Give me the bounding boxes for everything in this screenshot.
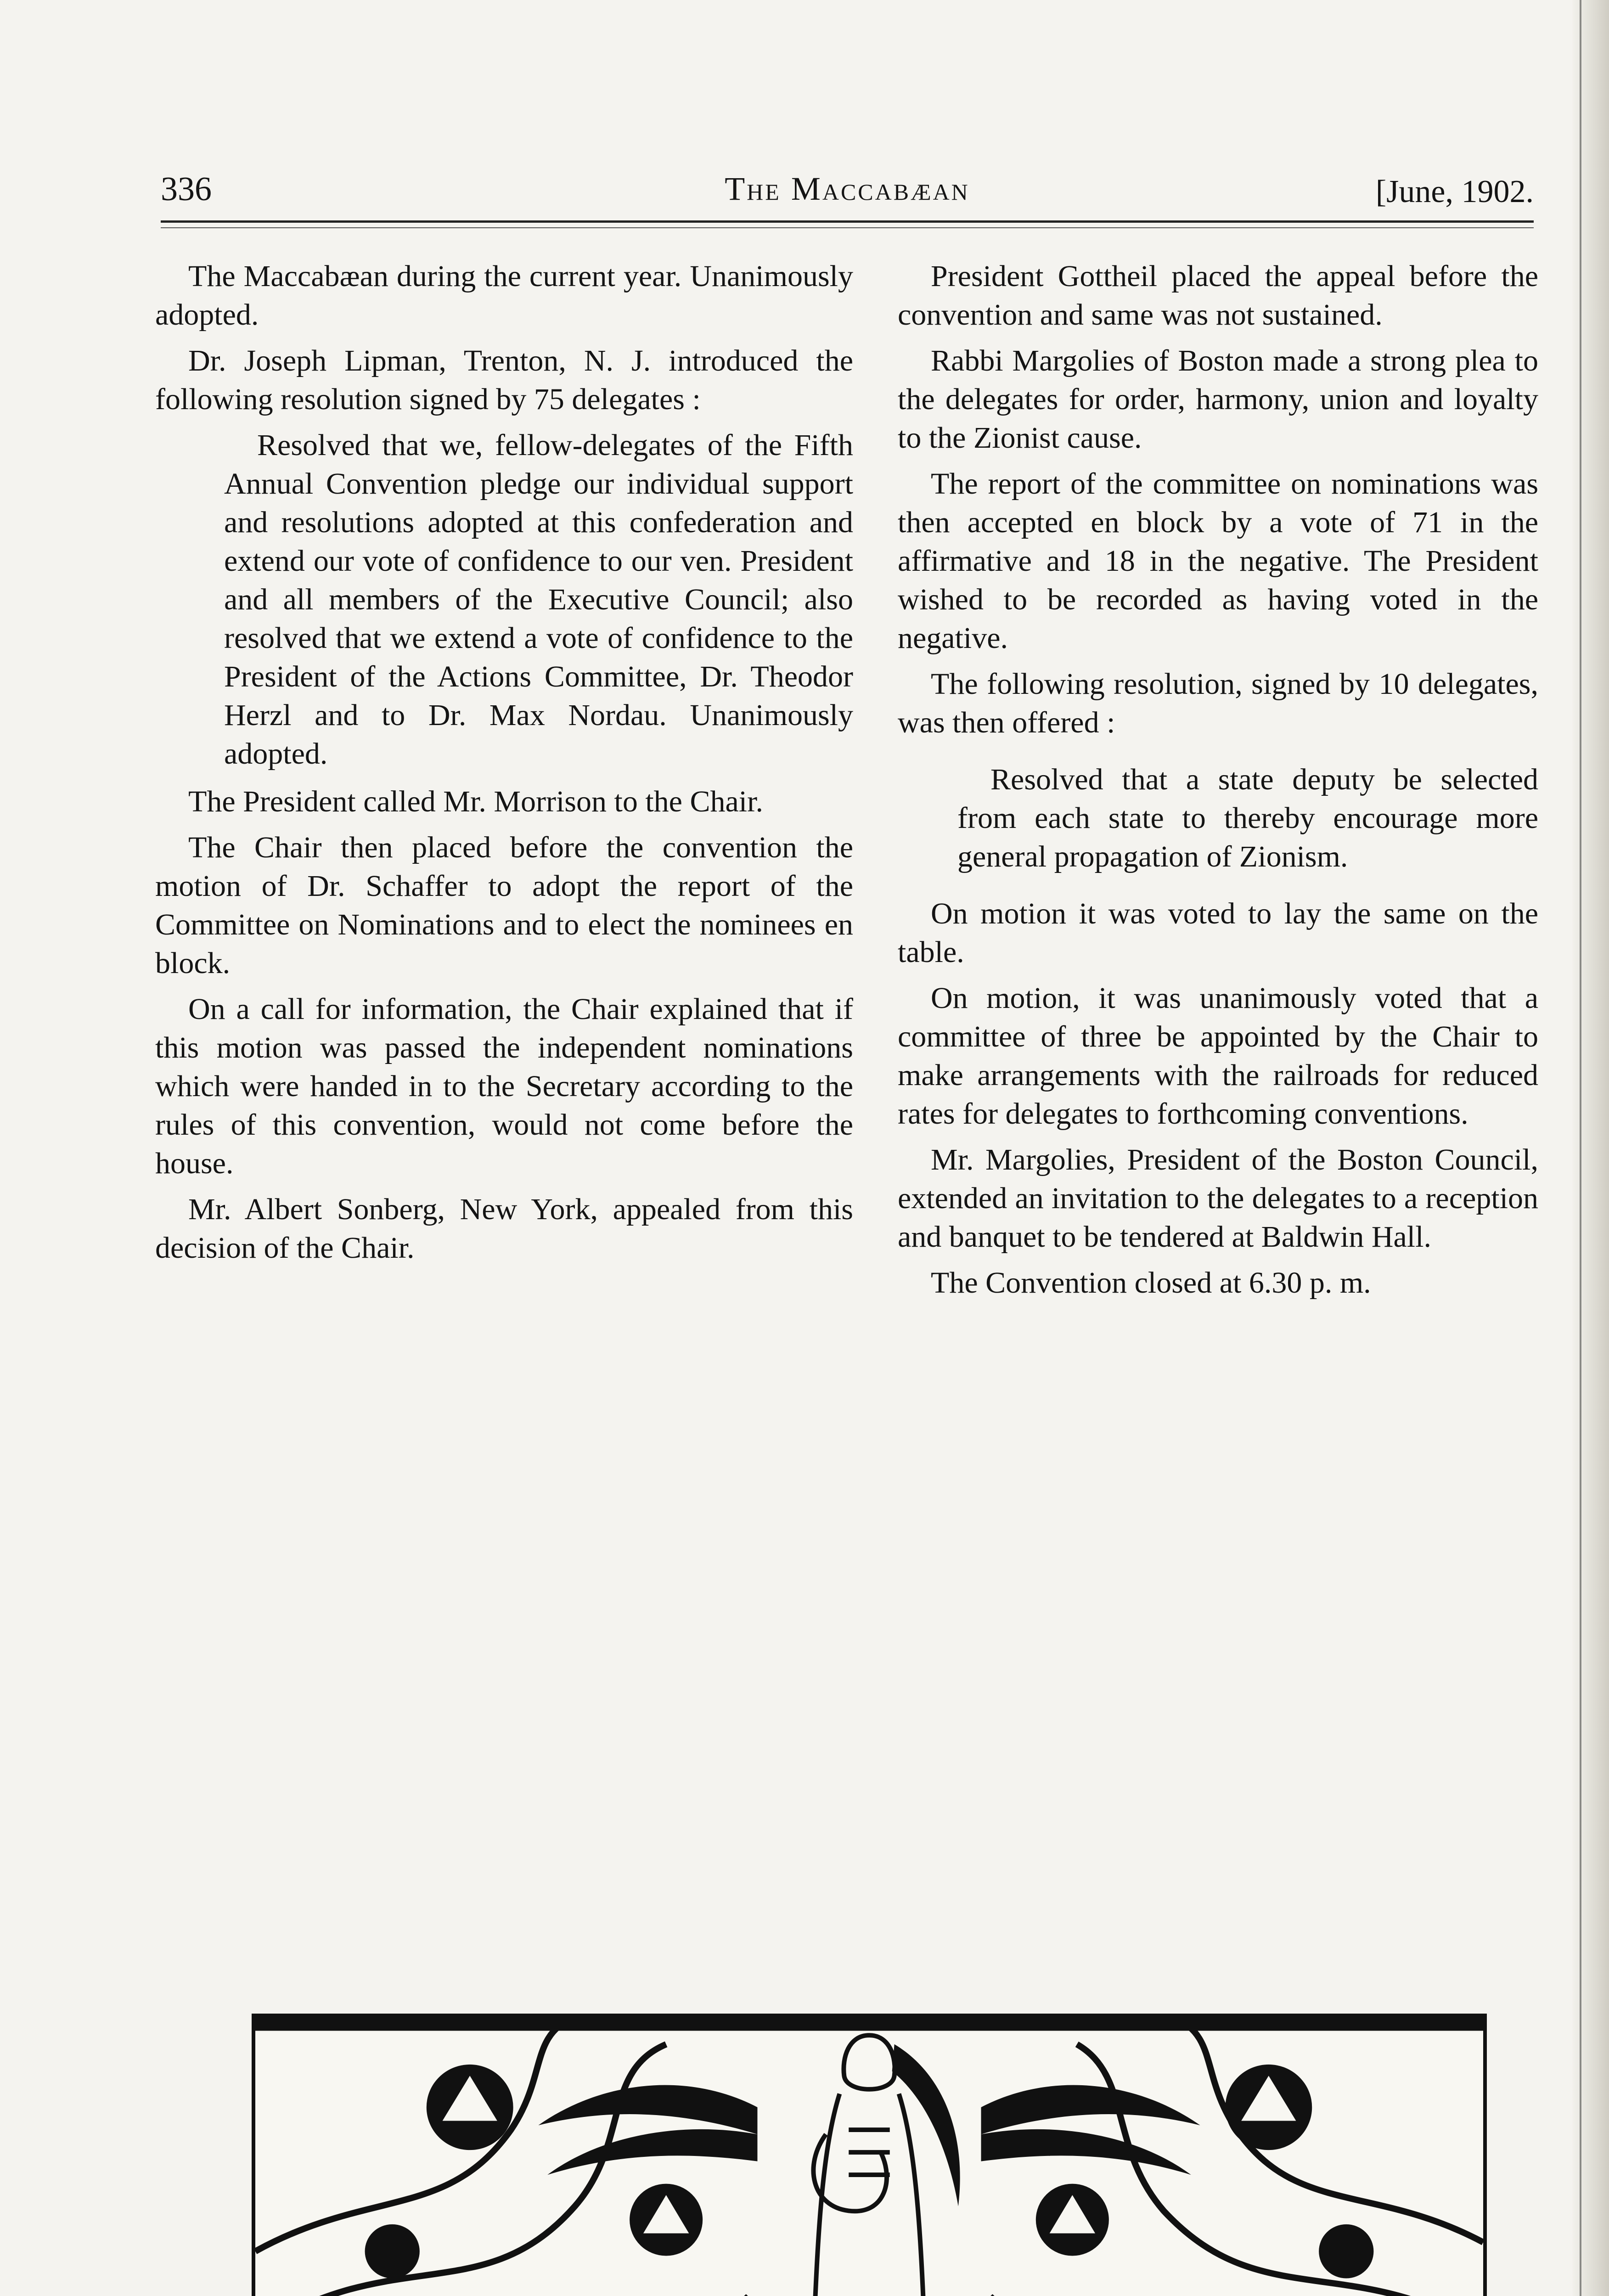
header-rule [161,220,1534,228]
paragraph: The report of the committee on nominations was then accepted en block by a vote of 71 in the affirmative and 18 in the negative. The President wished to be recorded as having voted in the negative. [898,467,1538,655]
issue-date: [June, 1902. [1375,174,1534,209]
paragraph: President Gottheil placed the appeal before the convention and same was not sustained. [898,259,1538,332]
paragraph: The President called Mr. Morrison to the Chair. [188,785,763,818]
page-number: 336 [161,170,212,208]
left-column [155,257,853,1275]
resolution-quote: Resolved that a state deputy be selected from each state to thereby encourage more general propagation of Zionism. [957,763,1538,873]
page-edge [1572,0,1609,2296]
paragraph: The Chair then placed before the convention the motion of Dr. Schaffer to adopt the report of the Committee on Nominations and to elect the nominees en block. [155,831,853,980]
paragraph: The following resolution, signed by 10 delegates, was then offered : [898,667,1538,739]
paragraph: On motion, it was unanimously voted that a committee of three be appointed by the Chair to make arrangements with the railroads for reduced rates for delegates to forthcoming conventions. [898,981,1538,1131]
paragraph: On motion it was voted to lay the same on the table. [898,897,1538,969]
paragraph: Mr. Albert Sonberg, New York, appealed from this decision of the Chair. [155,1193,853,1265]
page-edge-line [1580,0,1581,2296]
paragraph: Mr. Margolies, President of the Boston Council, extended an invitation to the delegates to a reception and banquet to be tendered at Baldwin Hall. [898,1143,1538,1254]
paragraph: Rabbi Margolies of Boston made a strong plea to the delegates for order, harmony, union and loyalty to the Zionist cause. [898,344,1538,455]
journal-title: The Maccabæan [725,170,970,207]
paragraph: The Maccabæan during the current year. Unanimously adopted. [155,259,853,332]
paragraph: Dr. Joseph Lipman, Trenton, N. J. introduced the following resolution signed by 75 delegates : [155,344,853,416]
resolution-quote: Resolved that we, fellow-delegates of the Fifth Annual Convention pledge our individual support and resolutions adopted at this confederation and extend our vote of confidence to our ven. President and all members of the Executive Council; also resolved that we extend a vote of confidence to the President of the Actions Committee, Dr. Theodor Herzl and to Dr. Max Nordau. Unanimously adopted. [224,428,853,771]
decorative-illustration [252,2014,1487,2296]
running-head [161,170,1534,220]
ornament-drawing [255,2017,1483,2296]
right-column [898,257,1538,1310]
paragraph: On a call for information, the Chair explained that if this motion was passed the independent nominations which were handed in to the Secretary according to the rules of this convention, would not come before the house. [155,992,853,1180]
paragraph: The Convention closed at 6.30 p. m. [931,1266,1371,1300]
